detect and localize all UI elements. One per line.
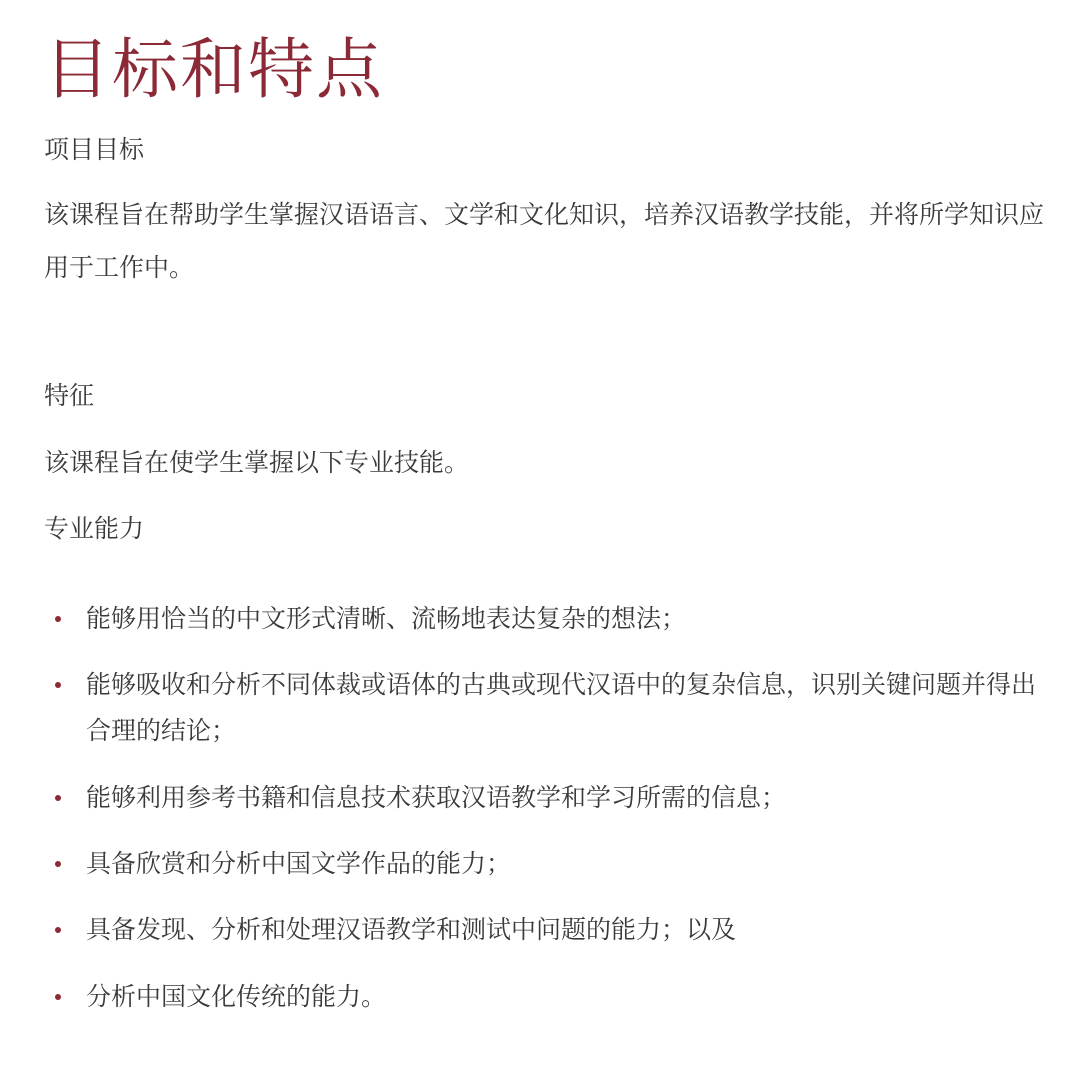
features-heading: 特征 (44, 381, 95, 410)
bullet-dot-icon (55, 682, 61, 688)
bullet-dot-icon (55, 861, 61, 867)
abilities-heading: 专业能力 (44, 514, 145, 543)
list-item (86, 974, 1056, 1020)
list-item-text: 具备发现、分析和处理汉语教学和测试中问题的能力；以及 (86, 915, 737, 944)
list-item-text: 分析中国文化传统的能力。 (86, 982, 387, 1011)
list-item (86, 596, 1056, 642)
list-item-text: 能够利用参考书籍和信息技术获取汉语教学和学习所需的信息； (86, 783, 787, 812)
objective-heading: 项目目标 (44, 135, 145, 164)
list-item (86, 662, 1056, 754)
list-item-text: 能够用恰当的中文形式清晰、流畅地表达复杂的想法； (86, 604, 687, 633)
bullet-dot-icon (55, 994, 61, 1000)
bullet-dot-icon (55, 927, 61, 933)
features-intro: 该课程旨在使学生掌握以下专业技能。 (44, 448, 470, 477)
list-item (86, 775, 1056, 821)
page-title: 目标和特点 (44, 31, 384, 108)
list-item-text: 具备欣赏和分析中国文学作品的能力； (86, 849, 512, 878)
list-item (86, 841, 1056, 887)
bullet-dot-icon (55, 795, 61, 801)
list-item-text: 能够吸收和分析不同体裁或语体的古典或现代汉语中的复杂信息，识别关键问题并得出合理的结论； (86, 670, 1037, 745)
list-item (86, 907, 1056, 953)
bullet-dot-icon (55, 616, 61, 622)
objective-text: 该课程旨在帮助学生掌握汉语语言、文学和文化知识，培养汉语教学技能，并将所学知识应用于工作中。 (44, 200, 1045, 282)
